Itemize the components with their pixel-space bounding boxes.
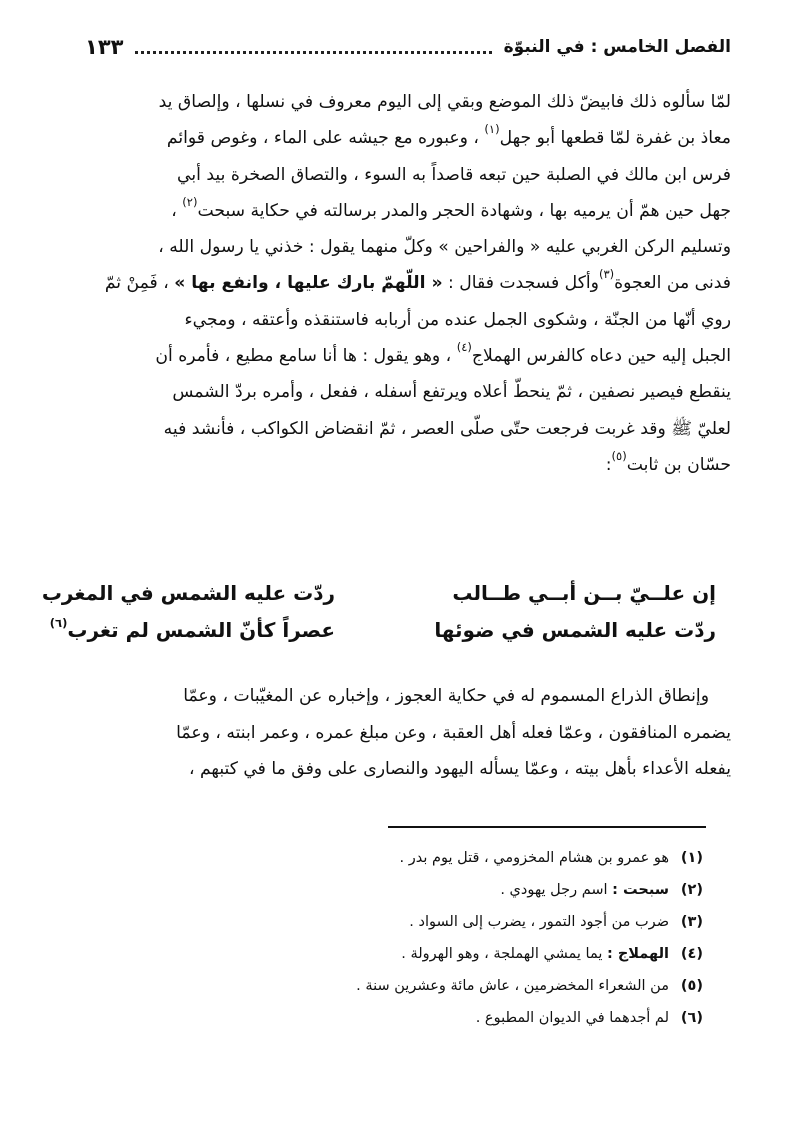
text-span: من الشعراء المخضرمين ، عاش مائة وعشرين سنة . xyxy=(356,978,669,994)
text-span: لم أجدهما في الديوان المطبوع . xyxy=(475,1010,669,1026)
footnote-text xyxy=(400,850,669,866)
footnote-ref[interactable]: (٣) xyxy=(598,267,615,282)
footnote-text xyxy=(409,914,669,930)
text-span: اسم رجل يهودي . xyxy=(500,882,608,898)
text-line xyxy=(85,229,731,265)
footnote-number: (٣) xyxy=(680,914,703,930)
text-line xyxy=(85,678,731,715)
footnote-number: (١) xyxy=(680,850,703,866)
footnote-number: (٢) xyxy=(680,882,703,898)
text-span: لمّا سألوه ذلك فابيضّ ذلك الموضع وبقي إلى اليوم معروف في نسلها ، وإلصاق يد xyxy=(158,92,731,112)
poem xyxy=(41,574,716,648)
text-span: وأكل فسجدت فقال : xyxy=(448,273,599,294)
text-line xyxy=(85,265,731,301)
footnote-item xyxy=(300,970,703,1002)
text-line xyxy=(85,751,731,788)
text-span: وتسليم الركن الغربي عليه « والفراحين » وكلّ منهما يقول : خذني يا رسول الله ، xyxy=(158,237,731,258)
footnote-number: (٦) xyxy=(680,1010,703,1026)
prophetic-saying: « اللّهمّ بارك عليها ، وانفع بها » xyxy=(174,273,443,294)
footnote-ref[interactable]: (١) xyxy=(484,122,500,137)
footnote-ref[interactable]: (٢) xyxy=(182,195,198,210)
text-span: يفعله الأعداء بأهل بيته ، وعمّا يسأله اليهود والنصارى على وفق ما في كتبهم ، xyxy=(188,759,731,779)
footnote-number: (٥) xyxy=(680,978,703,994)
text-line xyxy=(85,411,731,447)
text-line xyxy=(85,338,731,374)
footnote-text xyxy=(500,882,669,898)
footnote-number: (٤) xyxy=(680,946,703,962)
footnote-ref[interactable]: (٤) xyxy=(456,340,472,355)
footnote-ref[interactable]: (٦) xyxy=(49,615,68,630)
page-number: ١٣٣ xyxy=(85,35,124,59)
footnote-item xyxy=(300,874,703,906)
text-span: : xyxy=(605,454,612,475)
text-span: لعليّ ﷺ وقد غربت فرجعت حتّى صلّى العصر ، ثمّ انقضاض الكواكب ، فأنشد فيه xyxy=(163,418,731,439)
verse-first-hemistich: إن علــيّ بــن أبــي طــالب xyxy=(452,580,716,605)
text-line xyxy=(85,84,731,120)
text-span: يما يمشي الهملجة ، وهو الهرولة . xyxy=(401,946,603,962)
footnote-item xyxy=(300,1002,703,1034)
footnote-separator xyxy=(388,826,706,828)
text-span: هو عمرو بن هشام المخزومي ، قتل يوم بدر . xyxy=(399,850,669,866)
text-line xyxy=(85,193,731,229)
text-span: جهل حين همّ أن يرميه بها ، وشهادة الحجر والمدر برسالته في حكاية سبحت xyxy=(197,200,731,221)
footnote-ref[interactable]: (٥) xyxy=(611,449,627,464)
text-span: روي أنّها من الجنّة ، وشكوى الجمل عنده من أربابه فاستنقذه وأعتقه ، ومجيء xyxy=(184,309,731,330)
verse-second-hemistich xyxy=(49,615,335,642)
footnote-term: سبحت : xyxy=(612,882,669,898)
footnote-text xyxy=(476,1010,669,1026)
text-span: الجبل إليه حين دعاه كالفرس الهملاج xyxy=(471,346,731,367)
chapter-title: الفصل الخامس : في النبوّة xyxy=(503,37,731,57)
main-text-continued xyxy=(85,678,731,788)
poem-verse xyxy=(41,574,716,611)
text-span: ، فَمِنْ ثمّ xyxy=(104,273,169,294)
verse-second-hemistich: ردّت عليه الشمس في المغرب xyxy=(41,580,335,605)
text-line xyxy=(85,302,731,338)
text-span: وإنطاق الذراع المسموم له في حكاية العجوز ، وإخباره عن المغيّبات ، وعمّا xyxy=(183,686,709,706)
footnote-text xyxy=(356,978,669,994)
text-span: معاذ بن غفرة لمّا قطعها أبو جهل xyxy=(499,128,731,149)
text-span: ، وعبوره مع جيشه على الماء ، وغوص قوائم xyxy=(166,128,479,149)
text-span: حسّان بن ثابت xyxy=(626,454,731,475)
poem-verse xyxy=(49,611,716,648)
footnotes xyxy=(300,842,703,1034)
main-text xyxy=(85,84,731,483)
footnote-term: الهملاج : xyxy=(606,946,669,962)
text-line xyxy=(85,157,731,193)
text-span: ، xyxy=(171,200,177,221)
running-head xyxy=(85,30,731,64)
footnote-item xyxy=(300,906,703,938)
text-span: فرس ابن مالك في الصلبة حين تبعه قاصداً به السوء ، والتصاق الصخرة بيد أبي xyxy=(177,164,731,185)
text-span: ينقطع فيصير نصفين ، ثمّ ينحطّ أعلاه ويرتفع أسفله ، ففعل ، وأمره بردّ الشمس xyxy=(172,382,731,403)
footnote-text xyxy=(401,946,669,962)
text-span: ضرب من أجود التمور ، يضرب إلى السواد . xyxy=(409,914,669,930)
footnote-item xyxy=(300,938,703,970)
text-span: فدنى من العجوة xyxy=(614,273,731,294)
text-span: عصراً كأنّ الشمس لم تغرب xyxy=(67,617,335,642)
text-span: ، وهو يقول : ها أنا سامع مطيع ، فأمره أن xyxy=(155,346,452,367)
footnote-item xyxy=(300,842,703,874)
verse-first-hemistich: ردّت عليه الشمس في ضوئها xyxy=(434,617,716,642)
text-line xyxy=(85,447,731,483)
leader-dots xyxy=(135,51,491,54)
text-span: يضمره المنافقون ، وعمّا فعله أهل العقبة ، وعن مبلغ عمره ، وعمر ابنته ، وعمّا xyxy=(176,722,731,743)
text-line xyxy=(85,715,731,752)
text-line xyxy=(85,120,731,156)
text-line xyxy=(85,374,731,410)
